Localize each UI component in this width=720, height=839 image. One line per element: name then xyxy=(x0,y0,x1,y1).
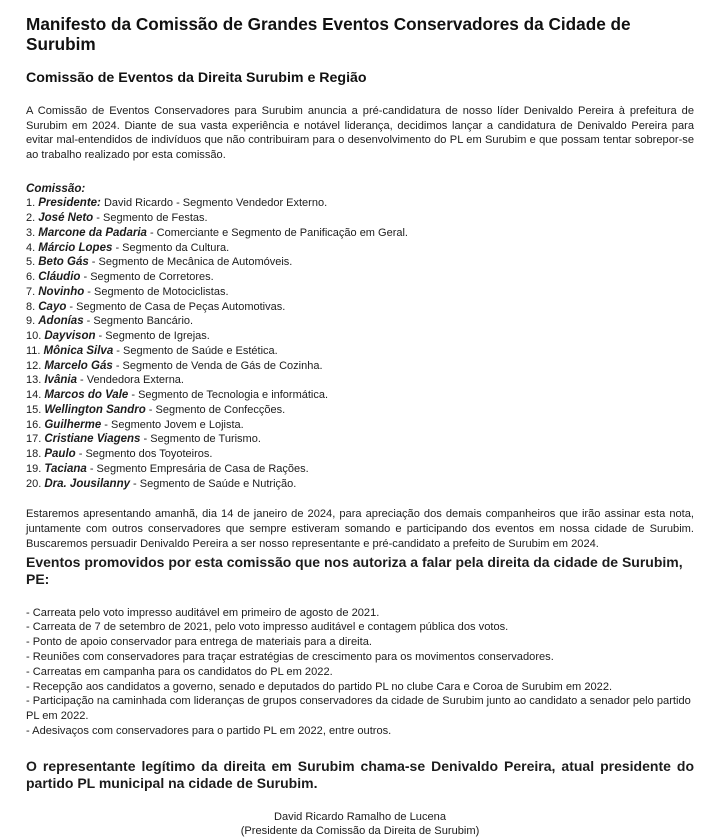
list-item xyxy=(26,241,694,256)
list-item xyxy=(26,196,694,211)
list-item xyxy=(26,432,694,447)
intro-paragraph: A Comissão de Eventos Conservadores para Surubim anuncia a pré-candidatura de nosso líder Denivaldo Pereira à prefeitura de Surubim em 2024. Diante de sua vasta experiência e notável liderança, decidimos lançar a candidatura de Denivaldo Pereira para evitar mal-entendidos de indivíduos que não contribuiram para o desenvolvimento do PL em Surubim e que possam tentar sobrepor-se ao trabalho realizado por esta comissão. xyxy=(26,105,694,162)
document-title: Manifesto da Comissão de Grandes Eventos Conservadores da Cidade de Surubim xyxy=(26,14,631,54)
member-segment: - Segmento Empresária de Casa de Rações. xyxy=(86,462,309,475)
member-number: 14. xyxy=(26,389,42,402)
member-number: 19. xyxy=(26,462,42,475)
member-number: 18. xyxy=(26,448,42,461)
member-segment: - Segmento de Igrejas. xyxy=(95,330,210,343)
member-segment: - Segmento da Cultura. xyxy=(112,241,230,254)
member-number: 12. xyxy=(26,359,42,372)
list-item xyxy=(26,255,694,270)
event-item: - Carreatas em campanha para os candidatos do PL em 2022. xyxy=(26,665,333,678)
member-segment: - Segmento de Tecnologia e informática. xyxy=(128,389,329,402)
signature-name: David Ricardo Ramalho de Lucena xyxy=(273,810,447,823)
event-item: - Ponto de apoio conservador para entrega de materiais para a direita. xyxy=(26,636,372,649)
member-number: 10. xyxy=(26,330,42,343)
member-name: Marcone da Padaria xyxy=(38,226,147,239)
member-segment: - Segmento dos Toyoteiros. xyxy=(75,448,213,461)
member-segment: - Segmento de Saúde e Estética. xyxy=(113,344,278,357)
list-item xyxy=(26,270,694,285)
committee-heading: Comissão: xyxy=(26,181,86,195)
member-name: Dra. Jousilanny xyxy=(44,477,130,490)
member-segment: - Comerciante e Segmento de Panificação em Geral. xyxy=(146,226,408,239)
list-item xyxy=(26,418,694,433)
member-name: Guilherme xyxy=(44,418,102,431)
event-item: - Participação na caminhada com lideranças de grupos conservadores da cidade de Surubim junto ao candidato a senador pelo partido PL em 2022. xyxy=(26,695,691,723)
events-list xyxy=(26,606,694,739)
member-segment: - Segmento de Corretores. xyxy=(80,271,214,284)
member-name: Paulo xyxy=(44,448,76,461)
member-name: Marcos do Vale xyxy=(44,389,129,402)
member-name: José Neto xyxy=(38,212,94,225)
member-number: 2. xyxy=(26,212,36,225)
list-item xyxy=(26,477,694,492)
member-number: 20. xyxy=(26,477,42,490)
member-number: 17. xyxy=(26,433,42,446)
member-name: Ivânia xyxy=(44,374,77,387)
list-item xyxy=(26,403,694,418)
member-number: 4. xyxy=(26,241,36,254)
member-name: Mônica Silva xyxy=(43,344,114,357)
list-item xyxy=(26,359,694,374)
event-item: - Reuniões com conservadores para traçar estratégias de crescimento para os movimentos conservadores. xyxy=(26,650,554,663)
member-name: Cayo xyxy=(38,300,67,313)
member-segment: - Segmento Jovem e Lojista. xyxy=(101,418,244,431)
member-number: 8. xyxy=(26,300,36,313)
signature-role: (Presidente da Comissão da Direita de Surubim) xyxy=(240,825,480,838)
member-number: 11. xyxy=(26,344,41,357)
second-paragraph: Estaremos apresentando amanhã, dia 14 de janeiro de 2024, para apreciação dos demais companheiros que irão assinar esta nota, juntamente com outros conservadores que sempre estiveram somando e participando dos eventos em nossa cidade de Surubim. Buscaremos persuadir Denivaldo Pereira a ser nosso representante e pré-candidato a prefeito de Surubim em 2024. xyxy=(26,508,694,550)
member-number: 7. xyxy=(26,285,36,298)
list-item xyxy=(26,226,694,241)
member-name: Cláudio xyxy=(38,271,81,284)
member-name: Márcio Lopes xyxy=(38,241,113,254)
member-name: Presidente: xyxy=(38,197,101,210)
member-number: 3. xyxy=(26,226,36,239)
member-segment: - Segmento de Saúde e Nutrição. xyxy=(130,477,297,490)
member-number: 16. xyxy=(26,418,42,431)
member-segment: - Segmento de Mecânica de Automóveis. xyxy=(88,256,293,269)
member-segment: - Segmento de Motociclistas. xyxy=(84,285,229,298)
list-item xyxy=(26,329,694,344)
committee-member-list xyxy=(26,196,694,491)
list-item xyxy=(26,314,694,329)
member-name: Wellington Sandro xyxy=(44,403,146,416)
document-subtitle: Comissão de Eventos da Direita Surubim e Região xyxy=(26,70,367,86)
list-item xyxy=(26,462,694,477)
member-name: Cristiane Viagens xyxy=(44,433,141,446)
member-number: 5. xyxy=(26,256,36,269)
member-name: Adonías xyxy=(38,315,84,328)
member-number: 6. xyxy=(26,271,36,284)
member-segment: - Segmento de Venda de Gás de Cozinha. xyxy=(112,359,323,372)
member-number: 15. xyxy=(26,403,42,416)
member-segment: David Ricardo - Segmento Vendedor Externo. xyxy=(100,197,328,210)
member-number: 9. xyxy=(26,315,39,328)
event-item: - Recepção aos candidatos a governo, senado e deputados do partido PL no clube Cara e Coroa de Surubim em 2022. xyxy=(26,680,613,693)
member-name: Beto Gás xyxy=(38,256,89,269)
event-item: - Carreata de 7 de setembro de 2021, pelo voto impresso auditável e contagem pública dos votos. xyxy=(26,621,509,634)
member-segment: - Segmento Bancário. xyxy=(83,315,194,328)
member-segment: - Segmento de Confecções. xyxy=(145,403,286,416)
list-item xyxy=(26,447,694,462)
list-item xyxy=(26,373,694,388)
member-segment: - Segmento de Festas. xyxy=(93,212,208,225)
member-segment: - Vendedora Externa. xyxy=(76,374,184,387)
events-heading: Eventos promovidos por esta comissão que nos autoriza a falar pela direita da cidade de Surubim, PE: xyxy=(26,553,683,587)
event-item: - Adesivaços com conservadores para o partido PL em 2022, entre outros. xyxy=(26,724,392,737)
event-item: - Carreata pelo voto impresso auditável em primeiro de agosto de 2021. xyxy=(26,606,380,619)
list-item xyxy=(26,388,694,403)
member-segment: - Segmento de Casa de Peças Automotivas. xyxy=(66,300,286,313)
member-name: Marcelo Gás xyxy=(44,359,113,372)
member-number: 1. xyxy=(26,197,36,210)
signature-block xyxy=(26,810,694,839)
member-name: Dayvison xyxy=(44,330,96,343)
member-name: Taciana xyxy=(44,462,87,475)
list-item xyxy=(26,344,694,359)
closing-statement: O representante legítimo da direita em Surubim chama-se Denivaldo Pereira, atual presidente do partido PL municipal na cidade de Surubim. xyxy=(26,757,694,792)
member-name: Novinho xyxy=(38,285,85,298)
list-item xyxy=(26,285,694,300)
member-segment: - Segmento de Turismo. xyxy=(140,433,261,446)
list-item xyxy=(26,211,694,226)
member-number: 13. xyxy=(26,374,42,387)
list-item xyxy=(26,300,694,315)
